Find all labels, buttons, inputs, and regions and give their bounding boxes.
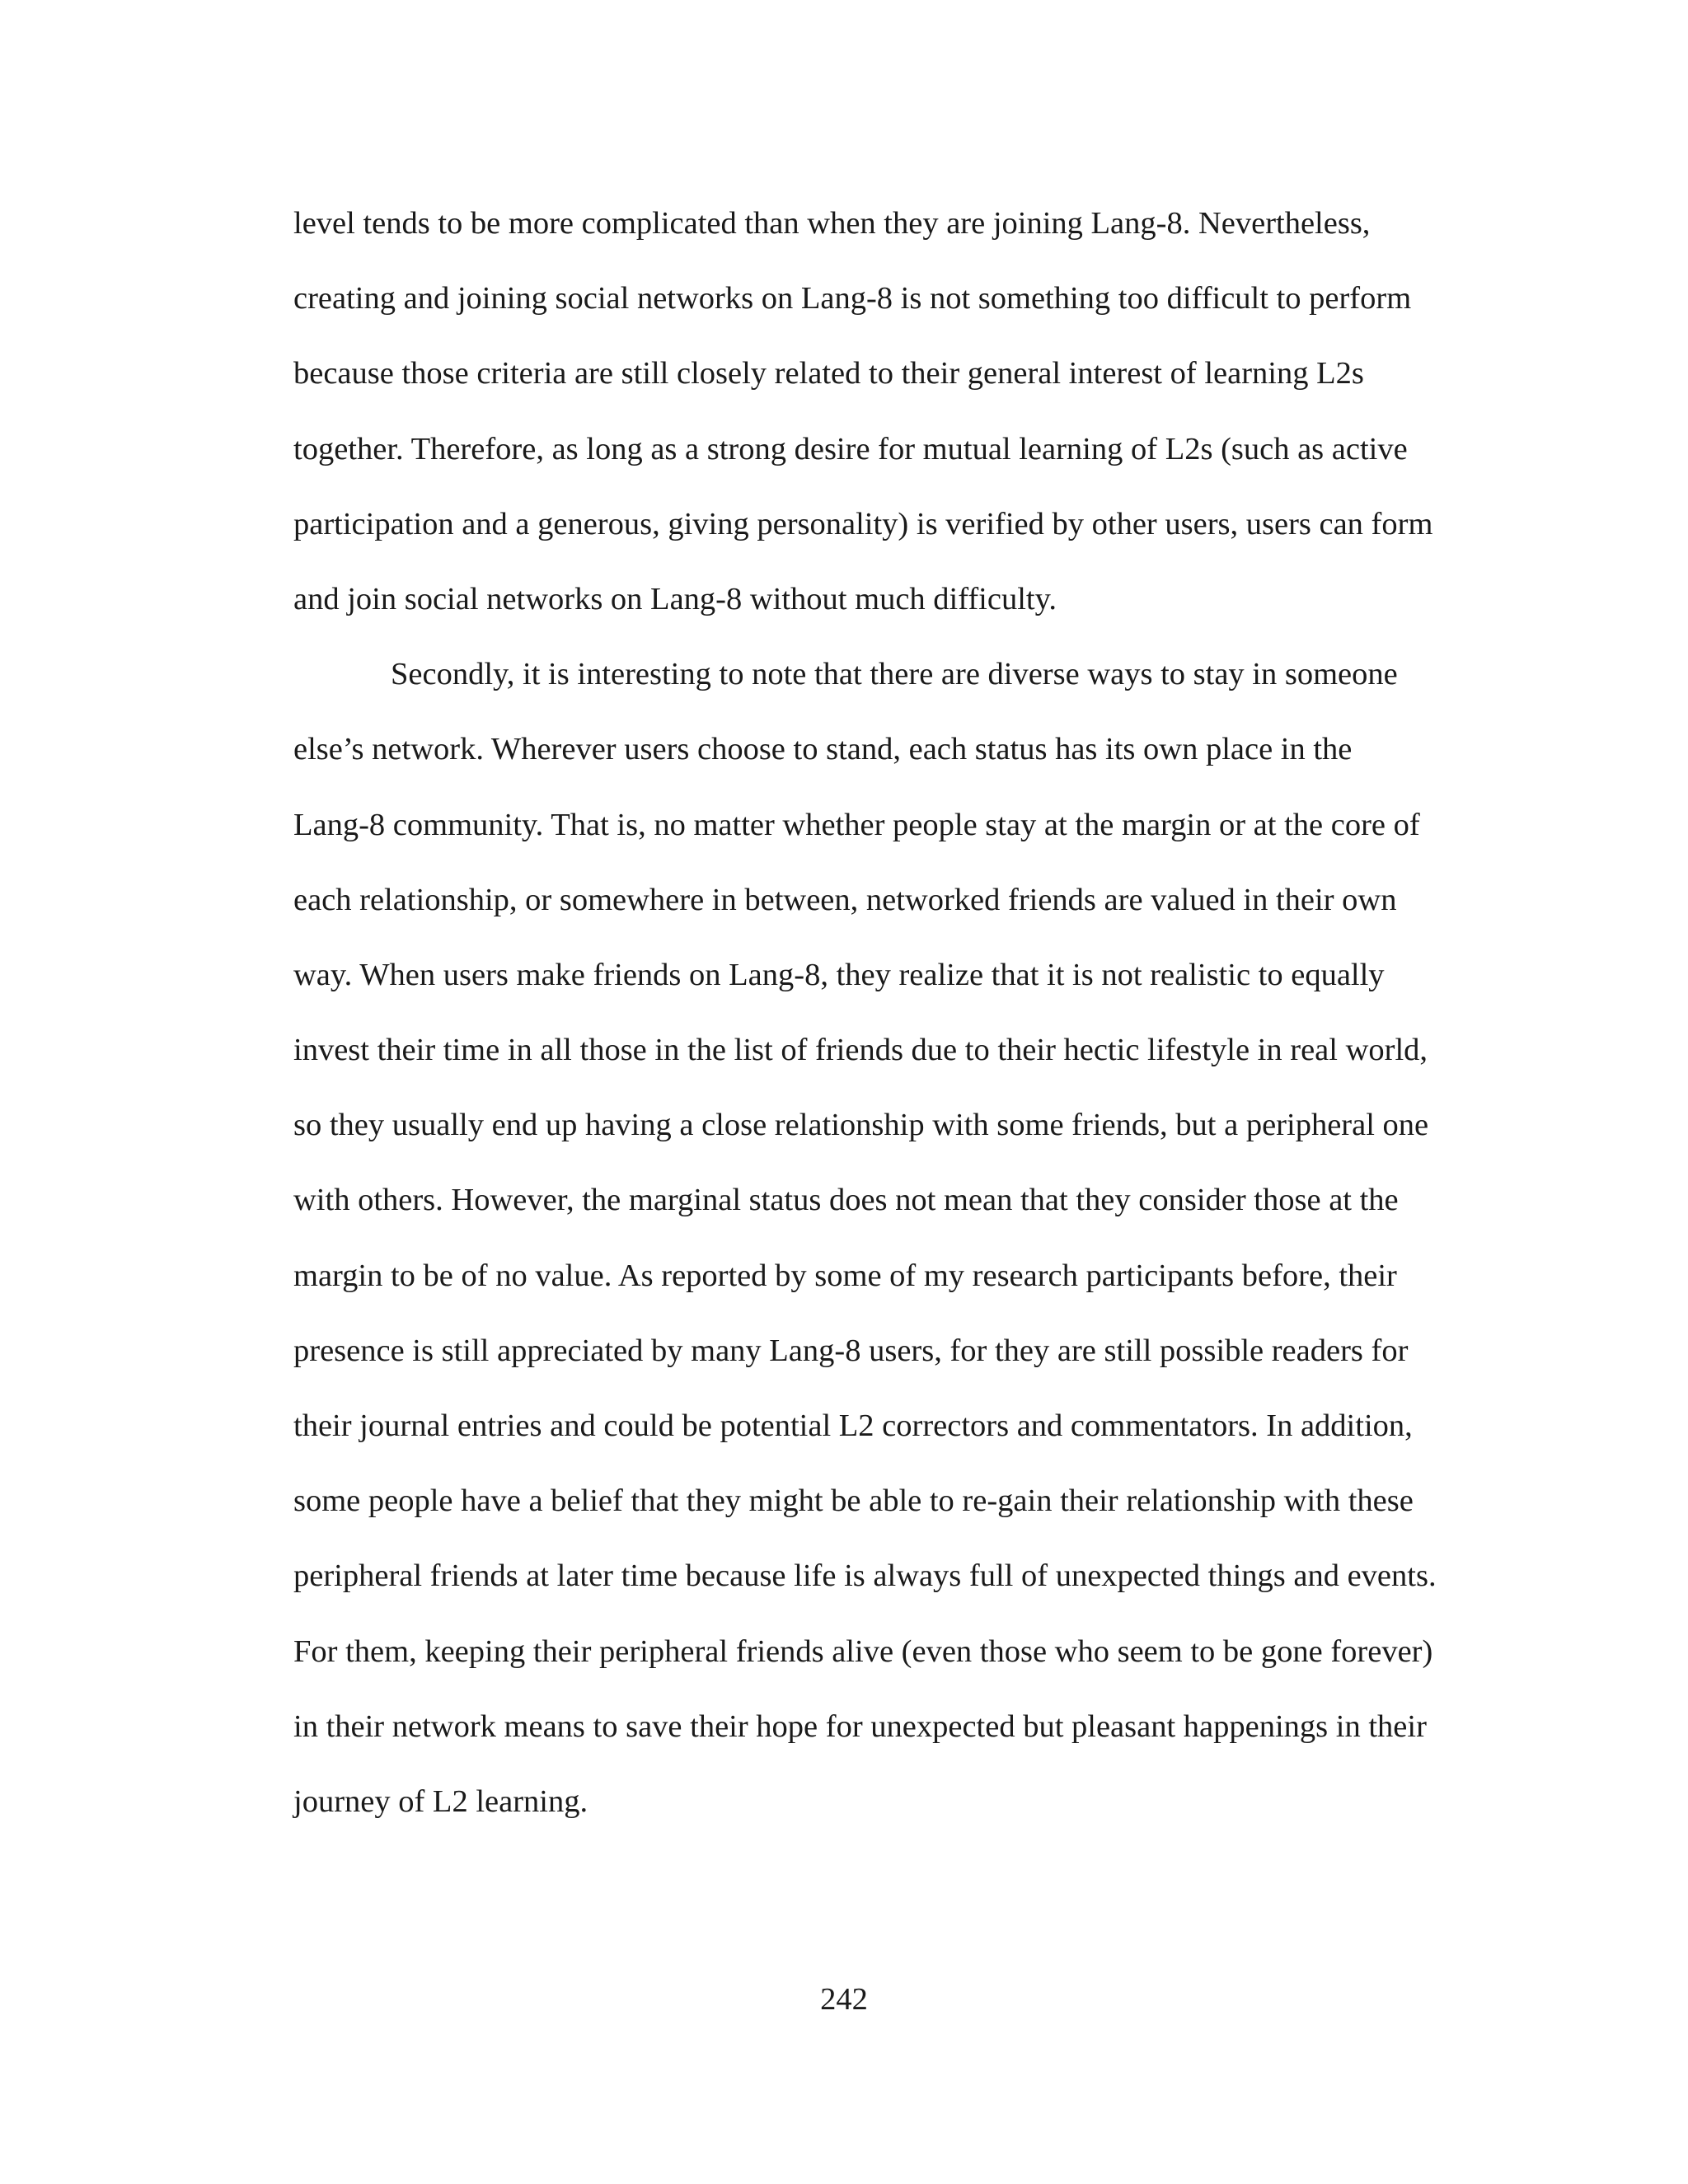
text-line: in their network means to save their hope for unexpected but pleasant happenings in their — [293, 1708, 1427, 1744]
text-line: level tends to be more complicated than when they are joining Lang-8. Nevertheless, — [293, 206, 1371, 241]
text-line: and join social networks on Lang-8 without much difficulty. — [293, 581, 1057, 616]
text-line: because those criteria are still closely related to their general interest of learning L2s — [293, 356, 1364, 391]
text-line: way. When users make friends on Lang-8, they realize that it is not realistic to equally — [293, 957, 1385, 992]
text-line: participation and a generous, giving personality) is verified by other users, users can form — [293, 506, 1433, 541]
text-line: Lang-8 community. That is, no matter whether people stay at the margin or at the core of — [293, 807, 1420, 842]
text-line: with others. However, the marginal status does not mean that they consider those at the — [293, 1183, 1399, 1218]
text-line: their journal entries and could be potential L2 correctors and commentators. In addition, — [293, 1408, 1413, 1443]
page-number: 242 — [820, 1982, 868, 2017]
text-line: presence is still appreciated by many Lang-8 users, for they are still possible readers for — [293, 1333, 1409, 1368]
text-line: some people have a belief that they might be able to re-gain their relationship with these — [293, 1483, 1414, 1519]
paragraph-first-line: Secondly, it is interesting to note that there are diverse ways to stay in someone — [391, 657, 1398, 692]
text-line: peripheral friends at later time because life is always full of unexpected things and events. — [293, 1558, 1437, 1594]
text-line: so they usually end up having a close relationship with some friends, but a peripheral one — [293, 1108, 1429, 1143]
text-line: journey of L2 learning. — [293, 1783, 588, 1819]
body-text — [293, 186, 1497, 1840]
text-line: each relationship, or somewhere in between, networked friends are valued in their own — [293, 882, 1397, 917]
text-line: invest their time in all those in the list of friends due to their hectic lifestyle in real world, — [293, 1033, 1428, 1068]
text-line: For them, keeping their peripheral friends alive (even those who seem to be gone forever) — [293, 1633, 1433, 1669]
text-line: margin to be of no value. As reported by some of my research participants before, their — [293, 1258, 1397, 1293]
text-line: else’s network. Wherever users choose to stand, each status has its own place in the — [293, 732, 1353, 767]
text-line: together. Therefore, as long as a strong desire for mutual learning of L2s (such as active — [293, 431, 1408, 466]
text-line: creating and joining social networks on Lang-8 is not something too difficult to perform — [293, 281, 1412, 316]
